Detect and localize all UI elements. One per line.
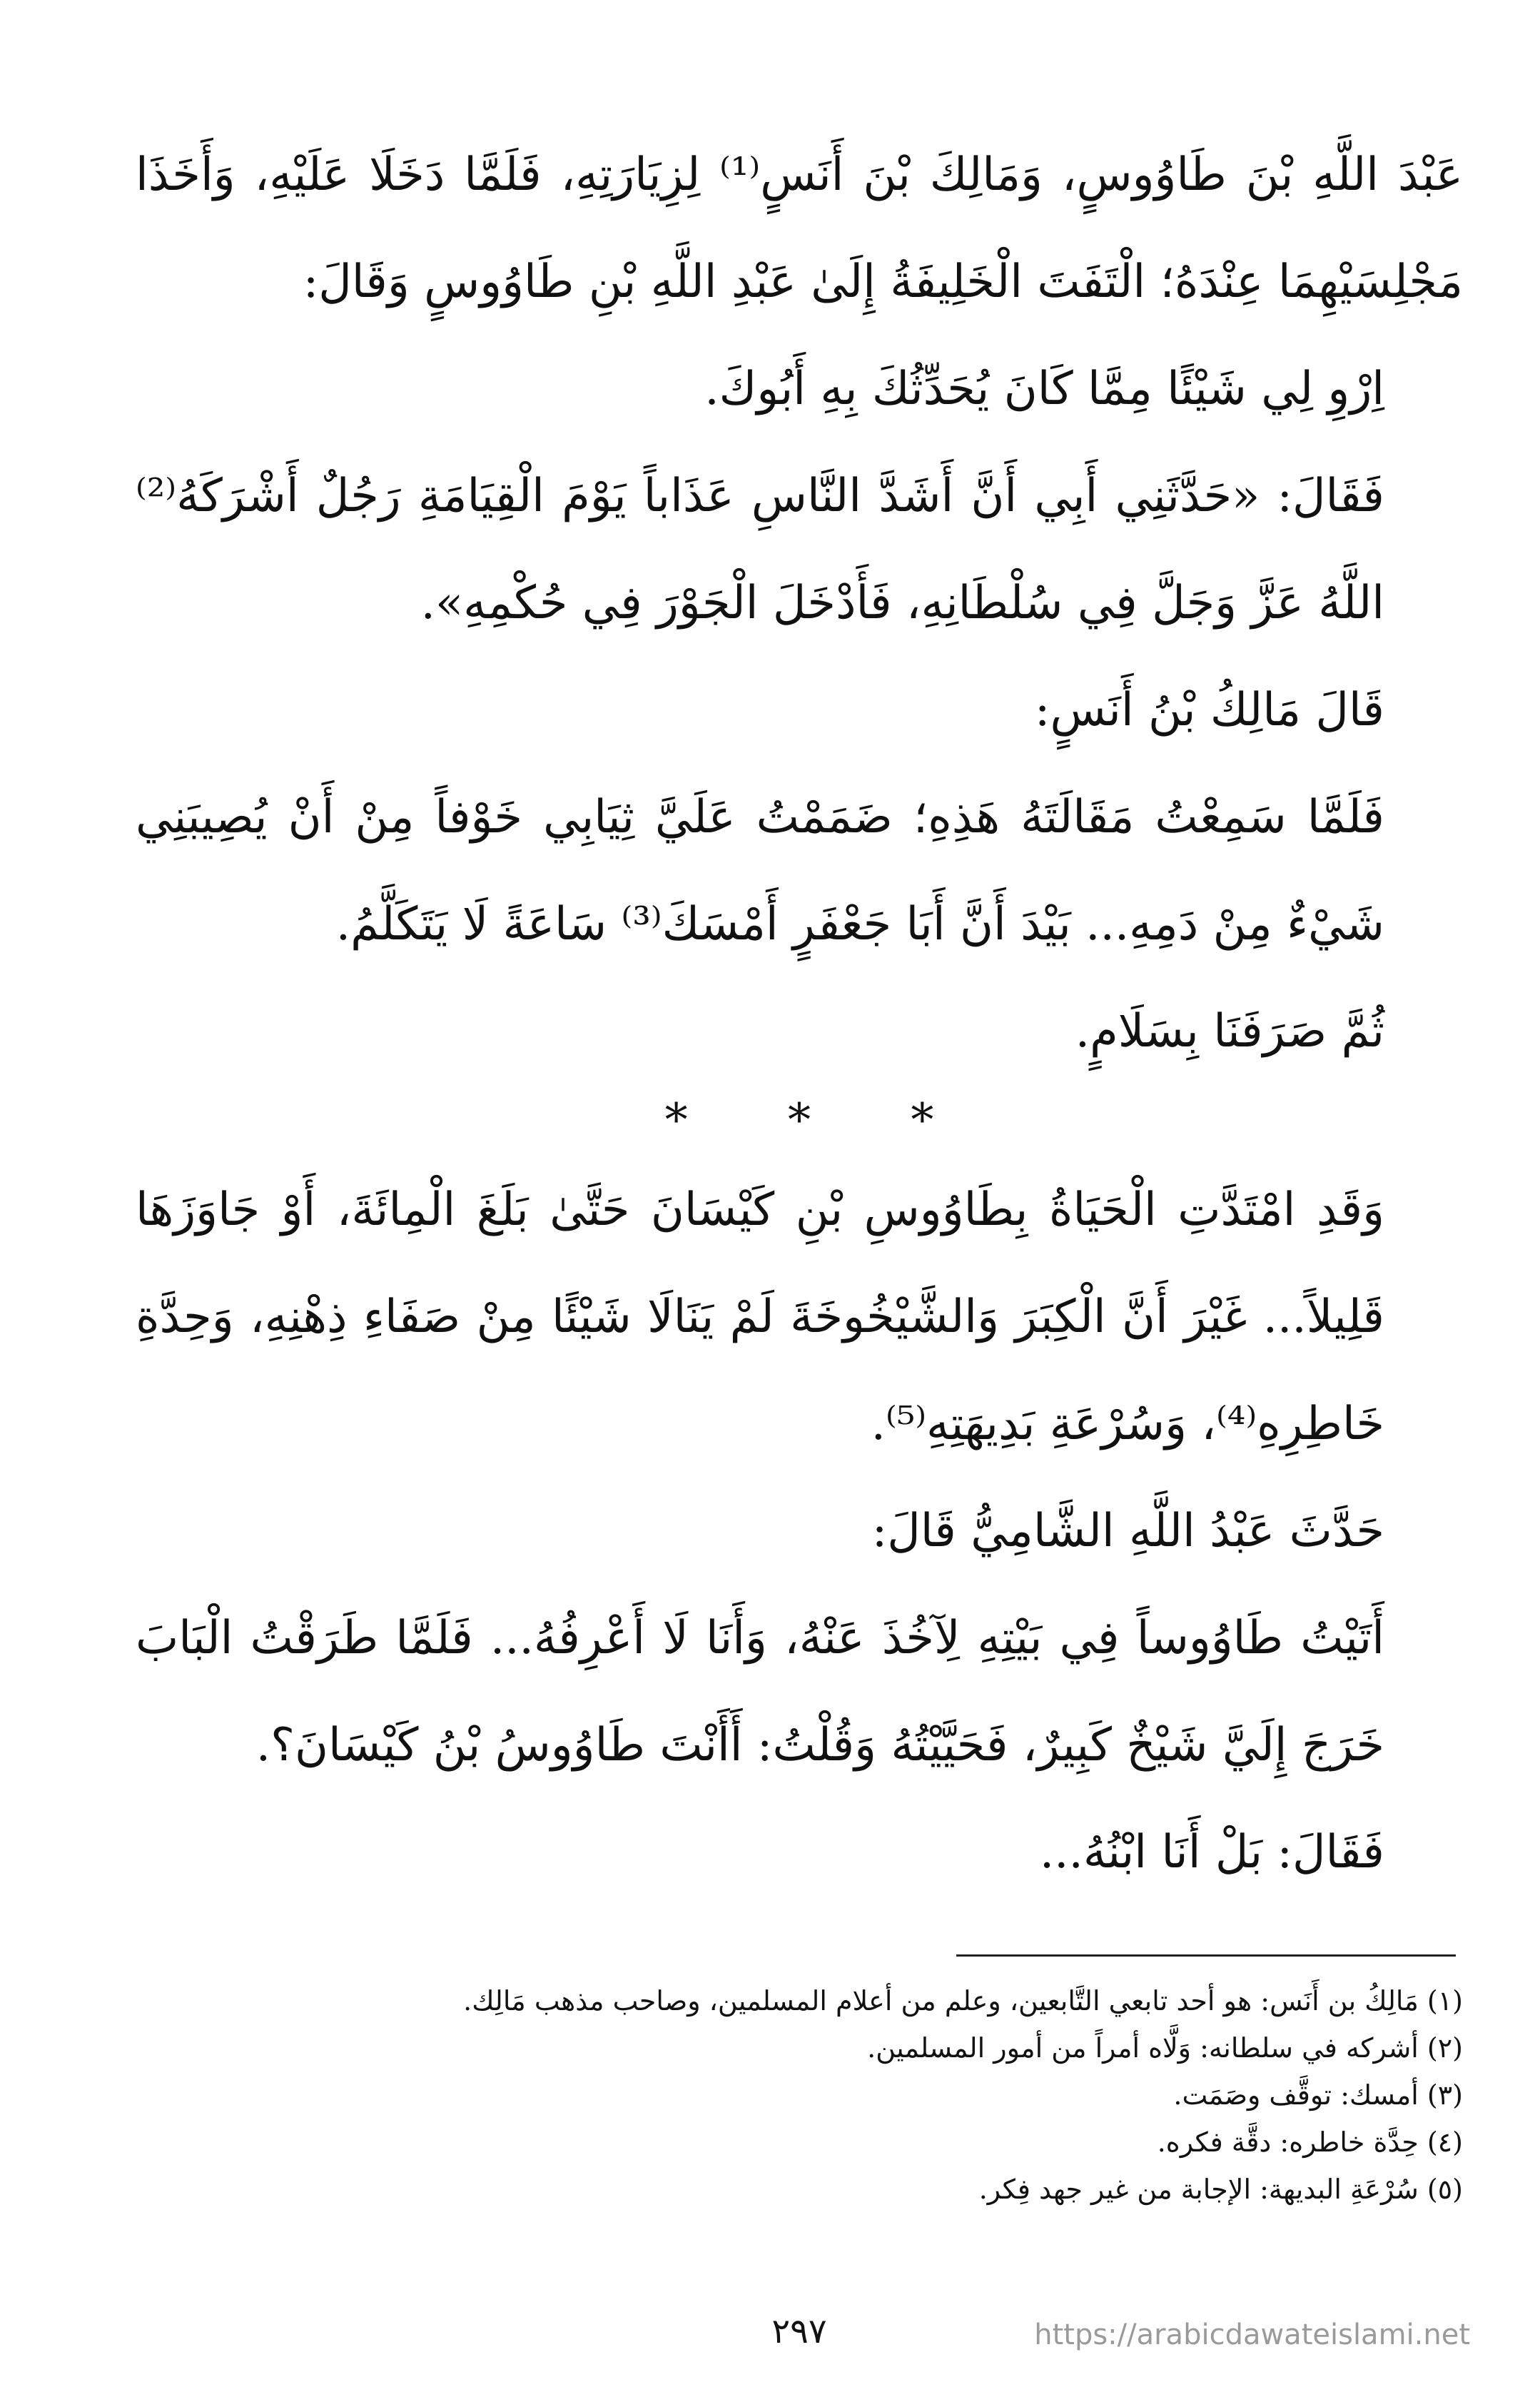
page-number: ٢٩٧ bbox=[771, 2311, 827, 2351]
paragraph-narrator: حَدَّثَ عَبْدُ اللَّهِ الشَّامِيُّ قَالَ: bbox=[871, 1505, 1384, 1558]
paragraph-hadith: فَقَالَ: «حَدَّثَنِي أَبِي أَنَّ أَشَدَّ النَّاسِ عَذَاباً يَوْمَ الْقِيَامَةِ رَجُلٌ أَشْرَكَهُ⁽²⁾ اللَّهُ عَزَّ وَجَلَّ فِي سُلْطَانِهِ، فَأَدْخَلَ الْجَوْرَ فِي حُكْمِهِ». bbox=[136, 470, 1384, 630]
main-text bbox=[136, 121, 1463, 1906]
watermark-url: https://arabicdawateislami.net bbox=[1034, 2318, 1470, 2351]
paragraph-long-life: وَقَدِ امْتَدَّتِ الْحَيَاةُ بِطَاوُوسِ بْنِ كَيْسَانَ حَتَّىٰ بَلَغَ الْمِائَةَ، أَوْ جَاوَزَهَا قَلِيلاً... غَيْرَ أَنَّ الْكِبَرَ وَالشَّيْخُوخَةَ لَمْ يَنَالَا شَيْئًا مِنْ صَفَاءِ ذِهْنِهِ، وَحِدَّةِ خَاطِرِهِ⁽⁴⁾، وَسُرْعَةِ بَدِيهَتِهِ⁽⁵⁾. bbox=[136, 1184, 1384, 1450]
paragraph-fear: فَلَمَّا سَمِعْتُ مَقَالَتَهُ هَذِهِ؛ ضَمَمْتُ عَلَيَّ ثِيَابِي خَوْفاً مِنْ أَنْ يُصِيبَنِي شَيْءٌ مِنْ دَمِهِ... بَيْدَ أَنَّ أَبَا جَعْفَرٍ أَمْسَكَ⁽³⁾ سَاعَةً لَا يَتَكَلَّمُ. bbox=[136, 791, 1385, 951]
footnote-divider bbox=[956, 1954, 1456, 1957]
paragraph-malik-said: قَالَ مَالِكُ بْنُ أَنَسٍ: bbox=[1034, 684, 1384, 737]
paragraph-visit: أَتَيْتُ طَاوُوساً فِي بَيْتِهِ لِآخُذَ عَنْهُ، وَأَنَا لَا أَعْرِفُهُ... فَلَمَّا طَرَقْتُ الْبَابَ خَرَجَ إِلَيَّ شَيْخٌ كَبِيرٌ، فَحَيَّيْتُهُ وَقُلْتُ: أَأَنْتَ طَاوُوسُ بْنُ كَيْسَانَ؟. bbox=[136, 1612, 1385, 1772]
footnote-1: (١) مَالِكُ بن أَنَس: هو أحد تابعي التَّابعين، وعلم من أعلام المسلمين، وصاحب مذهب مَالِك. bbox=[463, 1985, 1463, 2017]
paragraph-son-reply: فَقَالَ: بَلْ أَنَا ابْنُهُ... bbox=[1039, 1826, 1384, 1879]
footnote-3: (٣) أمسك: توقَّف وصَمَت. bbox=[1173, 2079, 1463, 2111]
footnote-2: (٢) أشركه في سلطانه: وَلَّاه أمراً من أمور المسلمين. bbox=[867, 2032, 1463, 2064]
section-separator: * * * bbox=[664, 1094, 977, 1147]
footnote-4: (٤) حِدَّة خاطره: دقَّة فكره. bbox=[1157, 2126, 1463, 2158]
paragraph-request: اِرْوِ لِي شَيْئًا مِمَّا كَانَ يُحَدِّثُكَ بِهِ أَبُوكَ. bbox=[704, 363, 1384, 415]
paragraph-dismissed: ثُمَّ صَرَفَنَا بِسَلَامٍ. bbox=[1075, 1005, 1384, 1058]
footnotes bbox=[136, 1977, 1463, 2213]
paragraph-continuation: عَبْدَ اللَّهِ بْنَ طَاوُوسٍ، وَمَالِكَ بْنَ أَنَسٍ⁽¹⁾ لِزِيَارَتِهِ، فَلَمَّا دَخَلَا عَلَيْهِ، وَأَخَذَا مَجْلِسَيْهِمَا عِنْدَهُ؛ الْتَفَتَ الْخَلِيفَةُ إِلَىٰ عَبْدِ اللَّهِ بْنِ طَاوُوسٍ وَقَالَ: bbox=[136, 148, 1464, 308]
footnote-5: (٥) سُرْعَةِ البديهة: الإجابة من غير جهد فِكر. bbox=[978, 2174, 1463, 2205]
